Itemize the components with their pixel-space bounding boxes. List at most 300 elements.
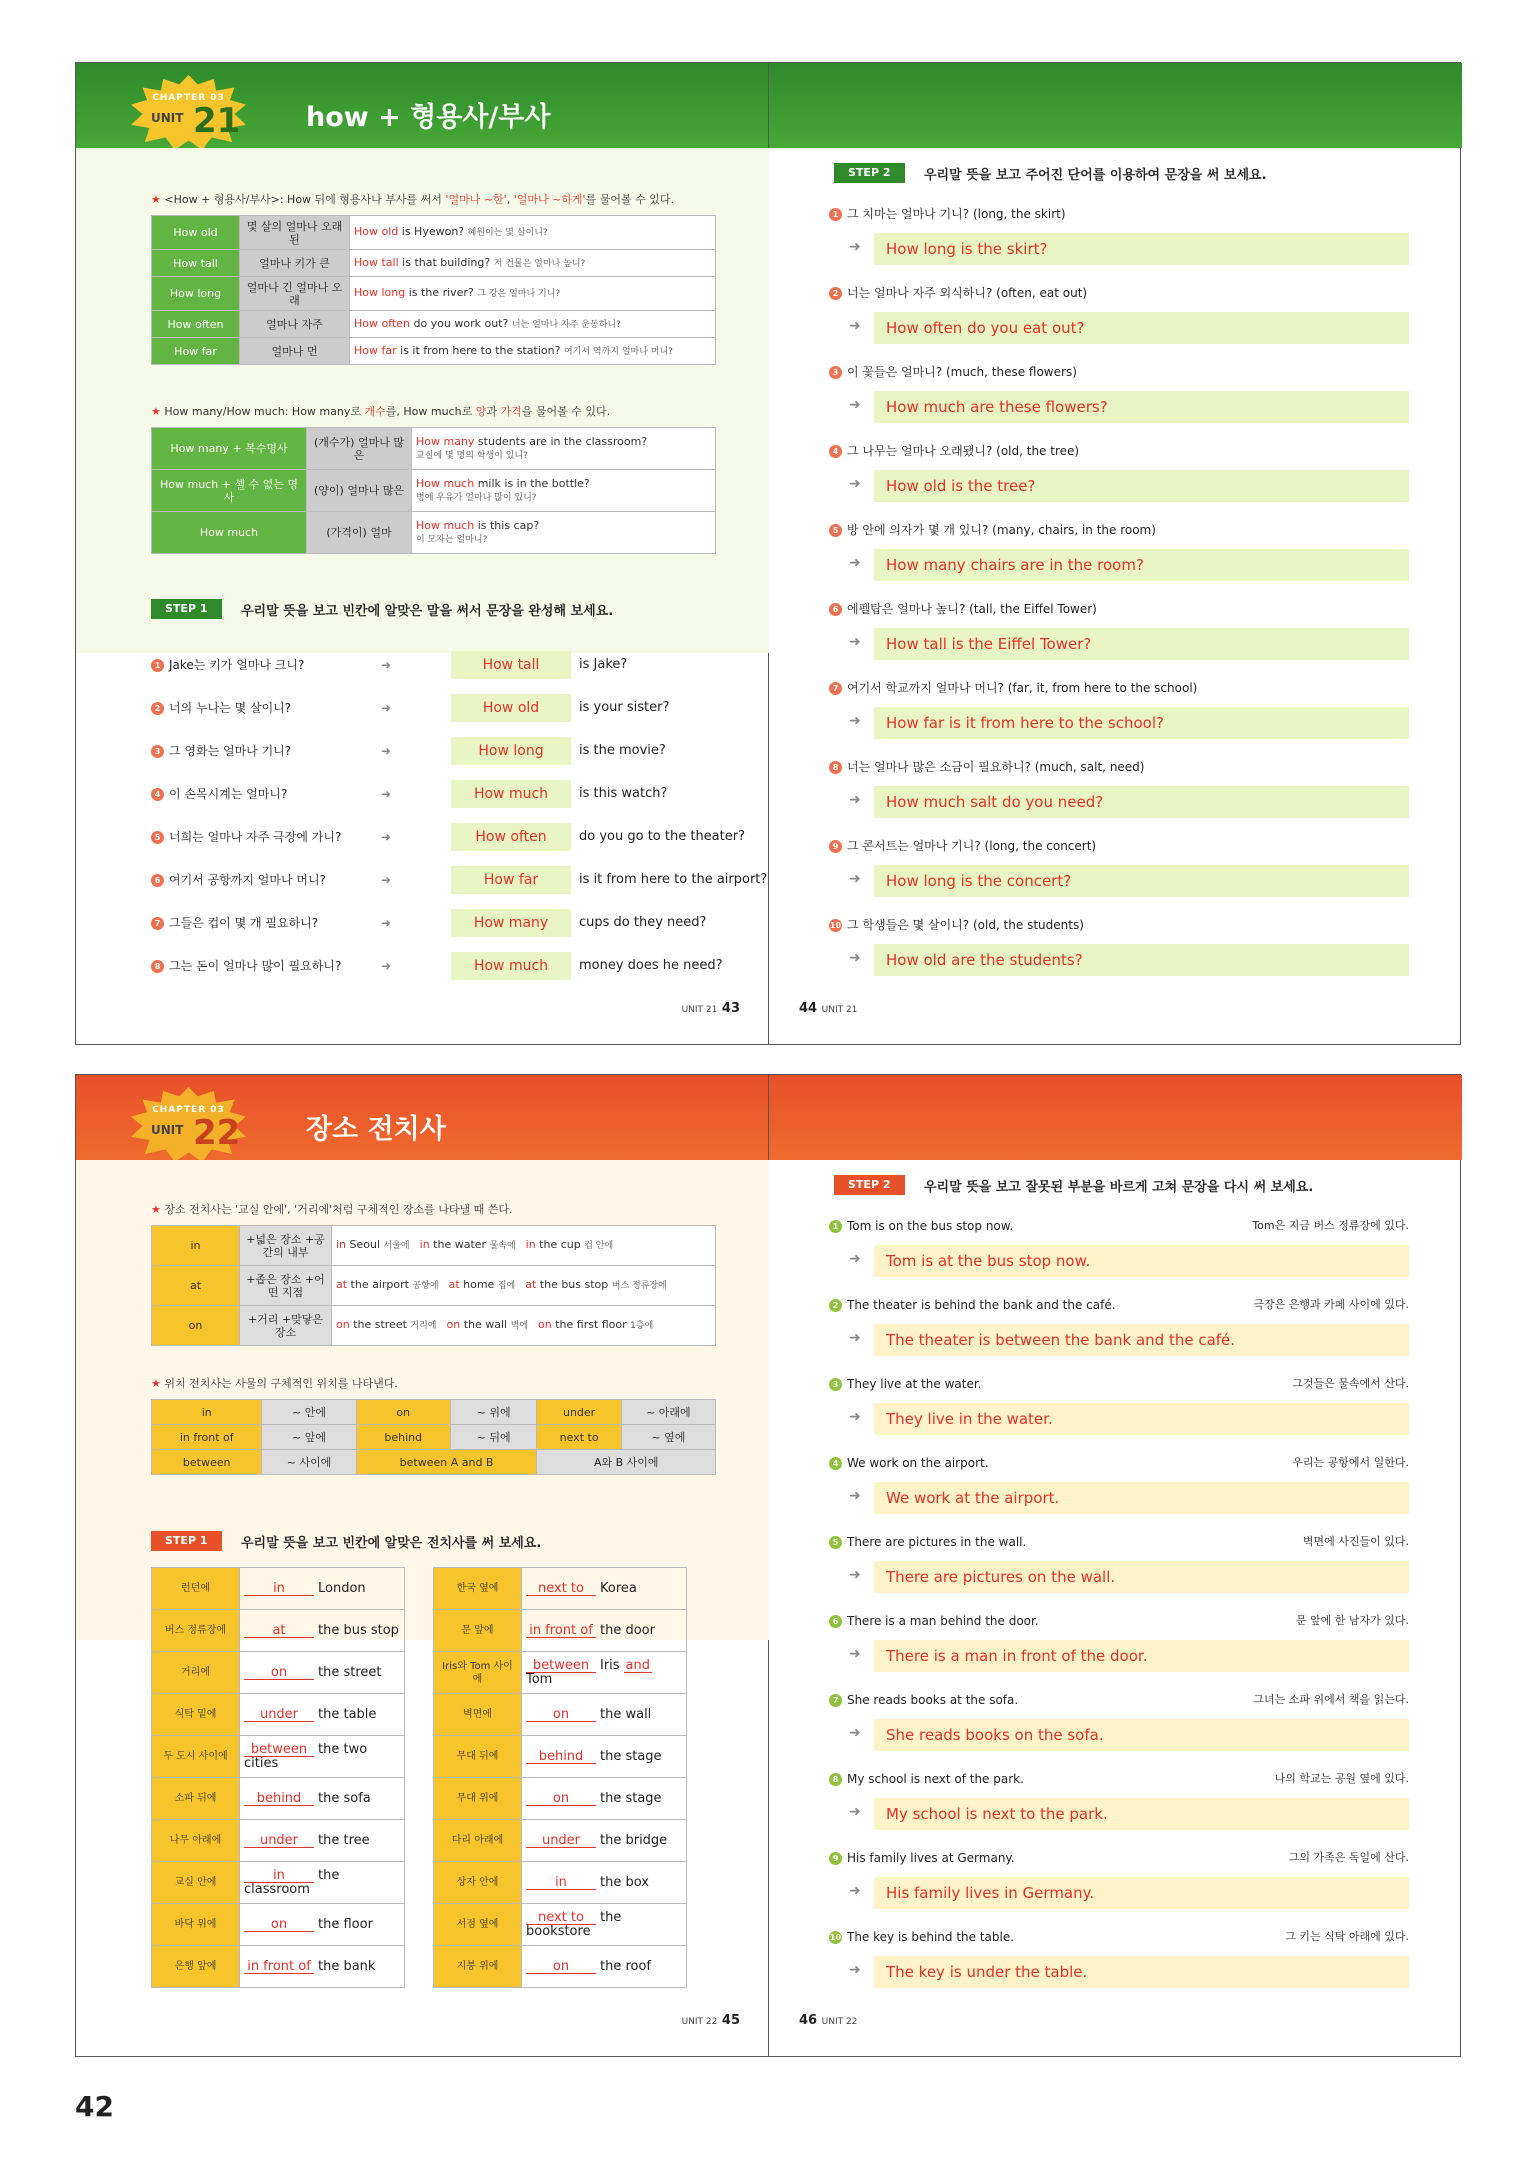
place-preposition-table: [151, 1225, 716, 1346]
table-row: [434, 1904, 687, 1946]
table-row: [152, 1778, 405, 1820]
table-row: [152, 470, 716, 512]
step-2-item: [829, 1849, 1409, 1909]
example-cell: [332, 1226, 716, 1266]
number-bullet-icon: 7: [829, 1694, 842, 1707]
arrow-icon: ➜: [849, 1883, 861, 1899]
question-text: 그 학생들은 몇 살이니? (old, the students): [847, 918, 1084, 932]
unit-badge: [131, 75, 246, 153]
step-1-left-table: [151, 1567, 405, 1988]
answer-blank: next to: [526, 1911, 596, 1925]
number-bullet-icon: 1: [829, 208, 842, 221]
table-row: [152, 1652, 405, 1694]
answer-box: How long is the concert?: [874, 865, 1409, 897]
step-2-item: [829, 1770, 1409, 1830]
example-cell: [350, 250, 716, 277]
answer-row: [829, 707, 1409, 739]
table-row: [434, 1778, 687, 1820]
example-translation: 이 모자는 얼마니?: [416, 534, 488, 545]
sentence-rest: is this watch?: [579, 786, 668, 801]
item-question: [829, 1533, 1409, 1551]
unit-header: [769, 1075, 1462, 1160]
arrow-icon: ➜: [849, 713, 861, 729]
table-row: [434, 1736, 687, 1778]
number-bullet-icon: 7: [151, 917, 164, 930]
arrow-icon: ➜: [381, 916, 392, 930]
item-question: [829, 1849, 1409, 1867]
item-question: [151, 868, 361, 892]
question-text: There is a man behind the door.: [847, 1614, 1039, 1628]
page-footer: UNIT 21 43: [681, 1001, 740, 1016]
sentence-rest: is Jake?: [579, 657, 628, 672]
arrow-icon: ➜: [849, 1251, 861, 1267]
step-2-item: [829, 1612, 1409, 1672]
question-text: She reads books at the sofa.: [847, 1693, 1019, 1707]
table-row: [152, 512, 716, 554]
question-text: 여기서 학교까지 얼마나 머니? (far, it, from here to the school): [847, 681, 1198, 695]
prompt-cell: 은행 앞에: [152, 1946, 240, 1988]
question-text: 이 손목시계는 얼마니?: [169, 787, 288, 801]
star-bullet-icon: ★: [151, 405, 161, 418]
question-translation: 그것들은 물속에서 산다.: [1292, 1377, 1409, 1390]
item-question: [829, 1928, 1409, 1946]
item-question: [829, 758, 1409, 776]
arrow-icon: ➜: [849, 1488, 861, 1504]
grammar-note-2: ★ How many/How much: How many로 개수를, How much로 양과 가격을 물어볼 수 있다.: [151, 405, 611, 418]
answer-cell: [522, 1610, 687, 1652]
table-row: [434, 1652, 687, 1694]
example-phrase: [336, 1278, 439, 1291]
item-question: [829, 442, 1409, 460]
item-question: [829, 284, 1409, 302]
example-phrase: [449, 1278, 516, 1291]
prompt-cell: 무대 뒤에: [434, 1736, 522, 1778]
answer-row: [829, 1877, 1409, 1909]
meaning-cell: ~ 옆에: [621, 1425, 715, 1450]
page-footer: 44 UNIT 21: [799, 1001, 858, 1016]
phrase-text: the table: [318, 1706, 377, 1722]
unit-number: 22: [193, 1113, 241, 1153]
phrase-text: the box: [600, 1874, 649, 1890]
step-2-item: [829, 679, 1409, 739]
answer-box: The theater is between the bank and the café.: [874, 1324, 1409, 1356]
answer-box: How often: [451, 823, 571, 851]
example-text: is that building?: [398, 255, 491, 269]
preposition-cell: under: [537, 1400, 621, 1425]
phrase-text: London: [318, 1580, 366, 1596]
meaning-cell: ~ 안에: [262, 1400, 356, 1425]
keyword-cell: in: [152, 1226, 240, 1266]
question-translation: 그의 가족은 독일에 산다.: [1288, 1851, 1409, 1864]
answer-blank: on: [526, 1960, 596, 1974]
answer-box: There are pictures on the wall.: [874, 1561, 1409, 1593]
preposition-cell: between A and B: [356, 1450, 537, 1475]
spread-unit-21: [75, 62, 1461, 1045]
answer-cell: [522, 1568, 687, 1610]
answer-row: [829, 1403, 1409, 1435]
answer-blank: in front of: [526, 1624, 596, 1638]
arrow-icon: ➜: [849, 1409, 861, 1425]
arrow-icon: ➜: [849, 871, 861, 887]
example-phrase: [336, 1318, 437, 1331]
question-text: 그들은 컵이 몇 개 필요하니?: [169, 916, 319, 930]
phrase-text: the bank: [318, 1958, 376, 1974]
answer-box: My school is next to the park.: [874, 1798, 1409, 1830]
number-bullet-icon: 3: [151, 745, 164, 758]
example-text: the airport: [347, 1278, 409, 1291]
number-bullet-icon: 2: [829, 1299, 842, 1312]
answer-box: How much: [451, 952, 571, 980]
arrow-icon: ➜: [849, 1330, 861, 1346]
prompt-cell: 다리 아래에: [434, 1820, 522, 1862]
meaning-cell: ~ 앞에: [262, 1425, 356, 1450]
number-bullet-icon: 5: [829, 524, 842, 537]
question-text: His family lives at Germany.: [847, 1851, 1015, 1865]
prompt-cell: Iris와 Tom 사이에: [434, 1652, 522, 1694]
star-bullet-icon: ★: [151, 1203, 161, 1216]
number-bullet-icon: 8: [829, 761, 842, 774]
question-text: 그는 돈이 얼마나 많이 필요하니?: [169, 959, 342, 973]
example-text: milk is in the bottle?: [474, 476, 590, 490]
example-text: is the river?: [405, 286, 474, 299]
question-text: 여기서 공항까지 얼마나 머니?: [169, 873, 326, 887]
step-2-item: [829, 1928, 1409, 1988]
example-keyword: at: [525, 1278, 537, 1291]
arrow-icon: ➜: [381, 873, 392, 887]
step-2-instruction: 우리말 뜻을 보고 잘못된 부분을 바르게 고쳐 문장을 다시 써 보세요.: [924, 1180, 1314, 1195]
number-bullet-icon: 7: [829, 682, 842, 695]
answer-box: How tall: [451, 651, 571, 679]
arrow-icon: ➜: [849, 397, 861, 413]
unit-badge: [131, 1087, 246, 1165]
answer-blank: under: [244, 1708, 314, 1722]
arrow-icon: ➜: [849, 1804, 861, 1820]
item-question: [151, 825, 361, 849]
answer-blank: under: [244, 1834, 314, 1848]
number-bullet-icon: 9: [829, 840, 842, 853]
example-phrase: [538, 1318, 653, 1331]
question-translation: Tom은 지금 버스 정류장에 있다.: [1252, 1219, 1409, 1232]
answer-box: His family lives in Germany.: [874, 1877, 1409, 1909]
example-keyword: How much: [416, 518, 475, 532]
example-translation: 집에: [497, 1281, 516, 1291]
item-question: [151, 696, 361, 720]
example-text: the bus stop: [536, 1278, 609, 1291]
meaning-cell: ~ 사이에: [262, 1450, 356, 1475]
prompt-cell: 벽면에: [434, 1694, 522, 1736]
table-row: [152, 311, 716, 338]
question-text: The theater is behind the bank and the café.: [847, 1298, 1116, 1312]
answer-cell: [240, 1904, 405, 1946]
table-row: [152, 1568, 405, 1610]
step-2-label: STEP 2: [834, 1175, 905, 1195]
example-phrase: [525, 1278, 667, 1291]
step-2-item: [829, 442, 1409, 502]
number-bullet-icon: 2: [151, 702, 164, 715]
question-text: 그 치마는 얼마나 기니? (long, the skirt): [847, 207, 1066, 221]
prompt-cell: 무대 위에: [434, 1778, 522, 1820]
page-footer: 46 UNIT 22: [799, 2013, 858, 2028]
answer-box: How long: [451, 737, 571, 765]
answer-box: She reads books on the sofa.: [874, 1719, 1409, 1751]
example-text: the street: [349, 1318, 407, 1331]
question-translation: 우리는 공항에서 일한다.: [1292, 1456, 1409, 1469]
example-text: home: [459, 1278, 495, 1291]
number-bullet-icon: 8: [151, 960, 164, 973]
answer-cell: [522, 1778, 687, 1820]
answer-box: How much are these flowers?: [874, 391, 1409, 423]
sentence-rest: do you go to the theater?: [579, 829, 745, 844]
meaning-cell: (양이) 얼마나 많은: [307, 470, 412, 512]
phrase-text: the wall: [600, 1706, 652, 1722]
answer-cell: [522, 1694, 687, 1736]
table-row: [434, 1820, 687, 1862]
item-question: [829, 1612, 1409, 1630]
example-text: Seoul: [346, 1238, 381, 1251]
phrase-text: Tom: [526, 1672, 553, 1687]
question-text: We work on the airport.: [847, 1456, 989, 1470]
keyword-cell: on: [152, 1306, 240, 1346]
answer-cell: [522, 1946, 687, 1988]
arrow-icon: ➜: [849, 950, 861, 966]
item-question: [829, 679, 1409, 697]
answer-cell: [522, 1652, 687, 1694]
example-translation: 거리에: [410, 1321, 437, 1331]
table-row: [434, 1946, 687, 1988]
table-row: [152, 1904, 405, 1946]
item-question: [151, 911, 361, 935]
step-1-label: STEP 1: [151, 599, 222, 619]
example-translation: 공항에: [412, 1281, 439, 1291]
item-question: [829, 205, 1409, 223]
meaning-cell: 얼마나 자주: [240, 311, 350, 338]
step-1-instruction: 우리말 뜻을 보고 빈칸에 알맞은 전치사를 써 보세요.: [241, 1536, 542, 1551]
example-translation: 벽에: [510, 1321, 529, 1331]
item-question: [829, 521, 1409, 539]
sentence-rest: money does he need?: [579, 958, 723, 973]
answer-row: [829, 628, 1409, 660]
example-phrase: [447, 1318, 529, 1331]
answer-cell: [522, 1736, 687, 1778]
example-cell: [412, 470, 716, 512]
example-translation: 여기서 역까지 얼마나 머니?: [563, 346, 673, 357]
example-translation: 그 강은 얼마나 기니?: [477, 289, 561, 299]
number-bullet-icon: 4: [829, 1457, 842, 1470]
step-2-item: [829, 1691, 1409, 1751]
answer-blank: behind: [526, 1750, 596, 1764]
phrase-text: the roof: [600, 1958, 652, 1974]
arrow-icon: ➜: [381, 959, 392, 973]
answer-blank: in front of: [244, 1960, 314, 1974]
example-keyword: How often: [354, 316, 410, 330]
answer-blank: on: [526, 1792, 596, 1806]
phrase-text: the tree: [318, 1832, 370, 1848]
step-2-item: [829, 600, 1409, 660]
number-bullet-icon: 5: [829, 1536, 842, 1549]
step-2-item: [829, 1217, 1409, 1277]
unit-label: UNIT: [151, 111, 184, 125]
answer-box: How many: [451, 909, 571, 937]
arrow-icon: ➜: [849, 1962, 861, 1978]
phrase-text: Korea: [600, 1580, 637, 1596]
example-phrase: [420, 1238, 516, 1251]
example-translation: 컵 안에: [584, 1241, 614, 1251]
example-translation: 교실에 몇 명의 학생이 있니?: [416, 450, 528, 461]
example-keyword: in: [336, 1238, 347, 1251]
how-many-much-table: [151, 427, 716, 554]
answer-row: [829, 944, 1409, 976]
preposition-cell: in: [152, 1400, 262, 1425]
item-question: [829, 1770, 1409, 1788]
answer-row: [829, 1245, 1409, 1277]
step-2-item: [829, 363, 1409, 423]
question-translation: 그 키는 식탁 아래에 있다.: [1285, 1930, 1409, 1943]
item-question: [829, 916, 1409, 934]
item-question: [829, 363, 1409, 381]
example-keyword: How much: [416, 476, 475, 490]
number-bullet-icon: 8: [829, 1773, 842, 1786]
grammar-note-1: ★ 장소 전치사는 '교실 안에', '거리에'처럼 구체적인 장소를 나타낼 때 쓴다.: [151, 1203, 513, 1216]
example-text: do you work out?: [409, 316, 509, 330]
phrase-text: the classroom: [244, 1868, 340, 1897]
table-row: [152, 216, 716, 250]
answer-box: The key is under the table.: [874, 1956, 1409, 1988]
answer-box: How tall is the Eiffel Tower?: [874, 628, 1409, 660]
answer-blank: on: [244, 1666, 314, 1680]
page-46: [769, 1075, 1462, 2056]
question-text: They live at the water.: [847, 1377, 982, 1391]
answer-blank: under: [526, 1834, 596, 1848]
answer-cell: [240, 1736, 405, 1778]
answer-row: [829, 391, 1409, 423]
arrow-icon: ➜: [849, 555, 861, 571]
table-row: [152, 1400, 716, 1425]
answer-box: They live in the water.: [874, 1403, 1409, 1435]
table-row: [152, 1694, 405, 1736]
grammar-note-1: ★ <How + 형용사/부사>: How 뒤에 형용사나 부사를 써서 '얼마나 ~한', '얼마나 ~하게'를 물어볼 수 있다.: [151, 193, 674, 206]
step-2-item: [829, 284, 1409, 344]
table-row: [152, 277, 716, 311]
unit-number: 21: [193, 101, 241, 141]
number-bullet-icon: 4: [151, 788, 164, 801]
keyword-cell: at: [152, 1266, 240, 1306]
example-text: the wall: [460, 1318, 508, 1331]
example-text: students are in the classroom?: [474, 434, 648, 448]
example-keyword: at: [448, 1278, 460, 1291]
answer-row: [829, 312, 1409, 344]
answer-blank: between: [526, 1659, 596, 1673]
answer-row: [829, 1956, 1409, 1988]
answer-row: [829, 1719, 1409, 1751]
item-question: [829, 1454, 1409, 1472]
step-2-item: [829, 1296, 1409, 1356]
phrase-text: the two cities: [244, 1742, 368, 1771]
phrase-text: the door: [600, 1622, 655, 1638]
number-bullet-icon: 9: [829, 1852, 842, 1865]
item-question: [829, 600, 1409, 618]
question-text: There are pictures in the wall.: [847, 1535, 1027, 1549]
question-text: 이 꽃들은 얼마니? (much, these flowers): [847, 365, 1077, 379]
meaning-cell: (가격이) 얼마: [307, 512, 412, 554]
arrow-icon: ➜: [381, 787, 392, 801]
example-keyword: How many: [416, 434, 475, 448]
table-row: [152, 1610, 405, 1652]
question-translation: 문 앞에 한 남자가 있다.: [1295, 1614, 1409, 1627]
arrow-icon: ➜: [381, 701, 392, 715]
number-bullet-icon: 10: [829, 921, 842, 930]
how-adjective-table: [151, 215, 716, 365]
answer-blank: in: [526, 1876, 596, 1890]
step-2-item: [829, 521, 1409, 581]
item-question: [829, 1296, 1409, 1314]
example-keyword: on: [446, 1318, 461, 1331]
arrow-icon: ➜: [849, 318, 861, 334]
item-question: [829, 1375, 1409, 1393]
meaning-cell: 얼마나 먼: [240, 338, 350, 365]
phrase-text: the street: [318, 1664, 382, 1680]
answer-box: How much salt do you need?: [874, 786, 1409, 818]
item-question: [151, 653, 361, 677]
table-row: [434, 1694, 687, 1736]
example-translation: 너는 얼마나 자주 운동하니?: [511, 319, 621, 330]
example-cell: [350, 338, 716, 365]
prompt-cell: 교실 안에: [152, 1862, 240, 1904]
answer-cell: [240, 1946, 405, 1988]
example-cell: [350, 311, 716, 338]
number-bullet-icon: 5: [151, 831, 164, 844]
page-44: [769, 63, 1462, 1044]
prompt-cell: 두 도시 사이에: [152, 1736, 240, 1778]
table-row: [152, 250, 716, 277]
arrow-icon: ➜: [849, 1725, 861, 1741]
arrow-icon: ➜: [381, 830, 392, 844]
answer-row: [829, 1640, 1409, 1672]
example-cell: [412, 428, 716, 470]
answer-box: How old are the students?: [874, 944, 1409, 976]
prompt-cell: 문 앞에: [434, 1610, 522, 1652]
question-text: 너는 얼마나 자주 외식하니? (often, eat out): [847, 286, 1088, 300]
step-2-item: [829, 1533, 1409, 1593]
keyword-cell: How far: [152, 338, 240, 365]
meaning-cell: ~ 아래에: [621, 1400, 715, 1425]
item-question: [151, 954, 361, 978]
question-text: 너희는 얼마나 자주 극장에 가니?: [169, 830, 342, 844]
meaning-cell: +거리 +맞닿은 장소: [240, 1306, 332, 1346]
example-keyword: How long: [354, 286, 406, 299]
prompt-cell: 지붕 위에: [434, 1946, 522, 1988]
question-text: 방 안에 의자가 몇 개 있니? (many, chairs, in the room): [847, 523, 1156, 537]
phrase-text: Iris: [600, 1658, 620, 1673]
number-bullet-icon: 4: [829, 445, 842, 458]
prompt-cell: 식탁 밑에: [152, 1694, 240, 1736]
table-row: [152, 1862, 405, 1904]
preposition-cell: between: [152, 1450, 262, 1475]
question-translation: 극장은 은행과 카페 사이에 있다.: [1253, 1298, 1409, 1311]
unit-label: UNIT: [151, 1123, 184, 1137]
item-question: [829, 837, 1409, 855]
example-keyword: on: [336, 1318, 350, 1331]
question-text: 너의 누나는 몇 살이니?: [169, 701, 292, 715]
keyword-cell: How often: [152, 311, 240, 338]
table-row: [152, 428, 716, 470]
answer-row: [829, 1482, 1409, 1514]
table-row: [152, 1226, 716, 1266]
prompt-cell: 상자 안에: [434, 1862, 522, 1904]
answer-row: [829, 1798, 1409, 1830]
example-keyword: in: [525, 1238, 536, 1251]
step-2-item: [829, 205, 1409, 265]
answer-box: How old is the tree?: [874, 470, 1409, 502]
